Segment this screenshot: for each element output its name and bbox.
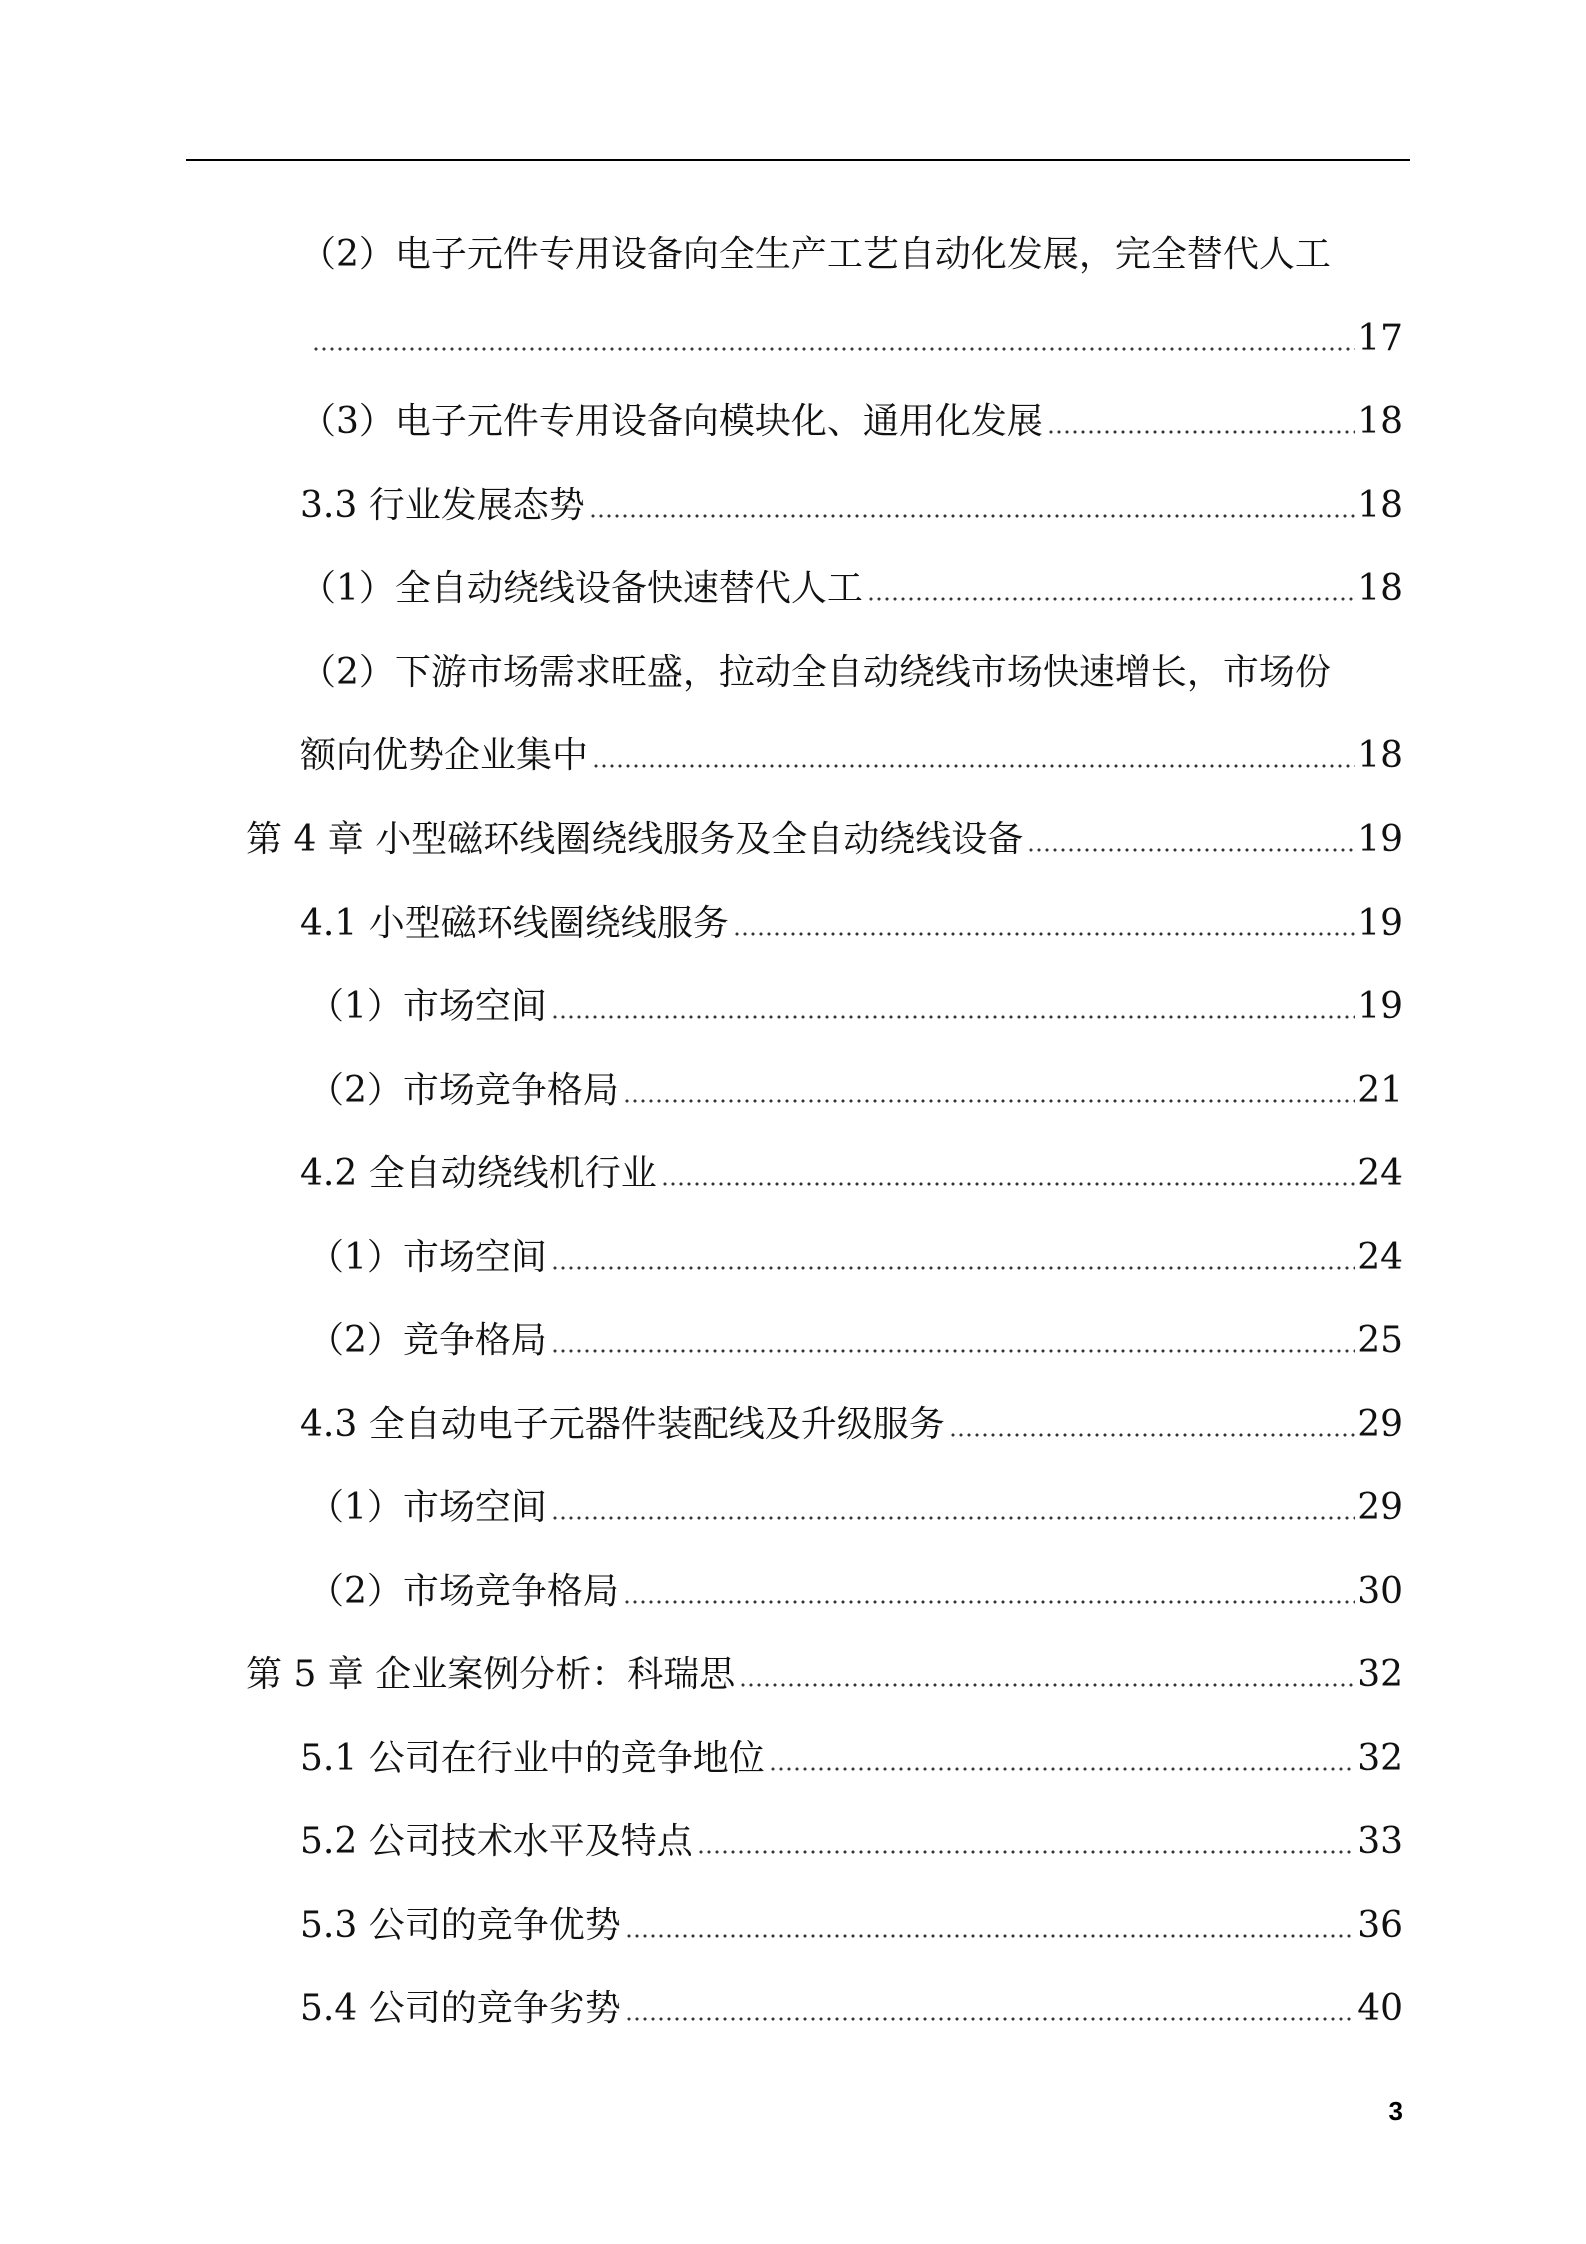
toc-entry[interactable]	[300, 718, 1403, 778]
dot-leader	[589, 514, 1355, 518]
toc-entry-title: 5.2 公司技术水平及特点	[300, 1821, 693, 1862]
toc-entry-title: 4.1 小型磁环线圈绕线服务	[300, 903, 729, 944]
dot-leader	[625, 1934, 1355, 1938]
toc-entry-page: 19	[1357, 903, 1403, 944]
dot-leader	[661, 1182, 1355, 1186]
toc-entry-title: （1）市场空间	[308, 1237, 547, 1278]
toc-entry-page: 32	[1357, 1654, 1403, 1695]
toc-entry[interactable]	[300, 1971, 1403, 2031]
toc-entry-page: 19	[1357, 819, 1403, 860]
toc-entry[interactable]	[300, 551, 1403, 611]
toc-entry-title: 3.3 行业发展态势	[300, 485, 585, 526]
toc-entry[interactable]	[308, 1053, 1403, 1113]
toc-entry[interactable]	[300, 217, 1376, 277]
toc-entry-page: 32	[1357, 1738, 1403, 1779]
toc-entry-title: 额向优势企业集中	[300, 735, 589, 776]
toc-entry-title: （3）电子元件专用设备向模块化、通用化发展	[300, 401, 1043, 442]
toc-entry[interactable]	[308, 1470, 1403, 1530]
dot-leader	[697, 1850, 1355, 1854]
dot-leader	[623, 1099, 1355, 1103]
toc-entry-page: 24	[1357, 1237, 1403, 1278]
dot-leader	[551, 1015, 1355, 1019]
toc-entry[interactable]	[246, 1637, 1403, 1697]
toc-entry[interactable]	[300, 1804, 1403, 1864]
toc-entry-page: 30	[1357, 1571, 1403, 1612]
toc-entry[interactable]	[300, 1136, 1403, 1196]
toc-entry-page: 19	[1357, 986, 1403, 1027]
toc-entry-title: 5.3 公司的竞争优势	[300, 1905, 621, 1946]
toc-entry-page: 29	[1357, 1404, 1403, 1445]
dot-leader	[623, 1600, 1355, 1604]
toc-entry-title: （2）下游市场需求旺盛，拉动全自动绕线市场快速增长，市场份	[300, 652, 1331, 693]
toc-entry-page: 25	[1357, 1320, 1403, 1361]
toc-entry-page: 24	[1357, 1153, 1403, 1194]
dot-leader	[739, 1683, 1355, 1687]
toc-entry-page: 18	[1357, 735, 1403, 776]
toc-entry-title: （2）电子元件专用设备向全生产工艺自动化发展，完全替代人工	[300, 234, 1331, 275]
toc-entry-title: （2）市场竞争格局	[308, 1070, 619, 1111]
toc-entry-title: 第 4 章 小型磁环线圈绕线服务及全自动绕线设备	[246, 819, 1024, 860]
toc-entry-page: 18	[1357, 568, 1403, 609]
toc-entry-page: 29	[1357, 1487, 1403, 1528]
toc-entry-title: （2）市场竞争格局	[308, 1571, 619, 1612]
toc-entry-title: 4.2 全自动绕线机行业	[300, 1153, 657, 1194]
toc-entry[interactable]	[300, 1888, 1403, 1948]
toc-entry[interactable]	[308, 1554, 1403, 1614]
toc-entry-title: （2）竞争格局	[308, 1320, 547, 1361]
dot-leader	[733, 932, 1355, 936]
dot-leader	[1027, 848, 1355, 852]
toc-entry[interactable]	[300, 635, 1376, 695]
toc-entry-page: 40	[1357, 1988, 1403, 2029]
dot-leader	[1047, 430, 1355, 434]
toc-entry-page: 33	[1357, 1821, 1403, 1862]
dot-leader	[551, 1516, 1355, 1520]
toc-entry-page: 18	[1357, 485, 1403, 526]
toc-entry-page: 18	[1357, 401, 1403, 442]
dot-leader	[551, 1266, 1355, 1270]
toc-entry[interactable]	[308, 1220, 1403, 1280]
toc-entry-page: 17	[1357, 318, 1403, 359]
dot-leader	[312, 347, 1355, 351]
dot-leader	[551, 1349, 1355, 1353]
toc-entry-page: 36	[1357, 1905, 1403, 1946]
toc-entry[interactable]	[300, 886, 1403, 946]
dot-leader	[949, 1433, 1355, 1437]
toc-entry-title: 5.1 公司在行业中的竞争地位	[300, 1738, 765, 1779]
toc-entry[interactable]	[300, 468, 1403, 528]
toc-entry[interactable]	[308, 969, 1403, 1029]
toc-entry-title: 5.4 公司的竞争劣势	[300, 1988, 621, 2029]
toc-entry[interactable]	[300, 384, 1403, 444]
dot-leader	[592, 764, 1355, 768]
toc-entry-title: （1）市场空间	[308, 986, 547, 1027]
dot-leader	[625, 2017, 1355, 2021]
dot-leader	[867, 597, 1355, 601]
toc-entry-title: （1）全自动绕线设备快速替代人工	[300, 568, 863, 609]
page-number: 3	[1388, 2096, 1403, 2126]
toc-entry[interactable]	[308, 301, 1403, 361]
toc-entry-title: 第 5 章 企业案例分析：科瑞思	[246, 1654, 736, 1695]
toc-entry-page: 21	[1357, 1070, 1403, 1111]
toc-entry[interactable]	[300, 1721, 1403, 1781]
dot-leader	[769, 1767, 1355, 1771]
toc-entry[interactable]	[308, 1303, 1403, 1363]
toc-entry-title: 4.3 全自动电子元器件装配线及升级服务	[300, 1404, 945, 1445]
toc-entry[interactable]	[300, 1387, 1403, 1447]
toc-entry[interactable]	[246, 802, 1403, 862]
toc-entry-title: （1）市场空间	[308, 1487, 547, 1528]
